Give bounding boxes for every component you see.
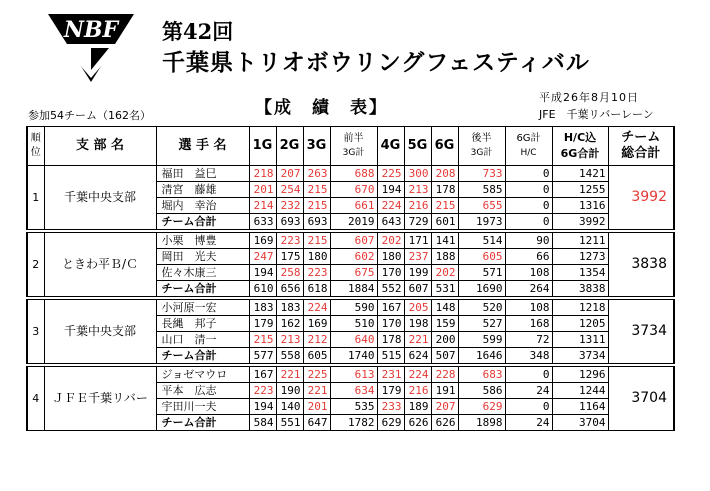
- game-3-score: 693: [303, 214, 330, 230]
- results-table: [26, 126, 675, 431]
- player-row: [27, 367, 674, 383]
- game-5-score: 199: [404, 265, 431, 281]
- hc-total: 3838: [552, 281, 608, 297]
- game-4-score: 167: [377, 300, 404, 316]
- game-4-score: 202: [377, 233, 404, 249]
- first-half-total: 634: [330, 383, 377, 399]
- game-4-score: 179: [377, 383, 404, 399]
- game-6-score: 178: [431, 182, 458, 198]
- hc-total: 1218: [552, 300, 608, 316]
- col-g2: 2G: [276, 127, 303, 166]
- game-3-score: 225: [303, 367, 330, 383]
- second-half-total: 683: [458, 367, 505, 383]
- game-3-score: 169: [303, 316, 330, 332]
- game-3-score: 618: [303, 281, 330, 297]
- game-4-score: 180: [377, 249, 404, 265]
- game-5-score: 205: [404, 300, 431, 316]
- hc-total: 1354: [552, 265, 608, 281]
- second-half-total: 605: [458, 249, 505, 265]
- rank-cell: 4: [27, 367, 44, 431]
- second-half-total: 586: [458, 383, 505, 399]
- second-half-total: 585: [458, 182, 505, 198]
- handicap: 0: [505, 166, 552, 182]
- participants-count: 参加54チーム（162名）: [28, 109, 151, 122]
- first-half-total: 602: [330, 249, 377, 265]
- player-name: 宇田川一夫: [156, 399, 249, 415]
- game-3-score: 180: [303, 249, 330, 265]
- second-half-total: 733: [458, 166, 505, 182]
- game-3-score: 201: [303, 399, 330, 415]
- col-g5: 5G: [404, 127, 431, 166]
- game-4-score: 643: [377, 214, 404, 230]
- hc-total: 3734: [552, 348, 608, 364]
- game-1-score: 169: [249, 233, 276, 249]
- col-player: 選 手 名: [156, 127, 249, 166]
- second-half-total: 629: [458, 399, 505, 415]
- col-rank: 順 位: [27, 127, 44, 166]
- game-5-score: 189: [404, 399, 431, 415]
- branch-cell: ＪＦＥ千葉リバー: [44, 367, 156, 431]
- game-1-score: 610: [249, 281, 276, 297]
- player-name: 清宮 藤雄: [156, 182, 249, 198]
- player-name: 長縄 邦子: [156, 316, 249, 332]
- game-2-score: 232: [276, 198, 303, 214]
- game-5-score: 626: [404, 415, 431, 431]
- game-6-score: 200: [431, 332, 458, 348]
- nbf-logo: [46, 10, 136, 84]
- game-5-score: 216: [404, 383, 431, 399]
- col-handicap: [505, 127, 552, 166]
- game-1-score: 247: [249, 249, 276, 265]
- handicap: 264: [505, 281, 552, 297]
- game-4-score: 178: [377, 332, 404, 348]
- col-first-half: [330, 127, 377, 166]
- handicap: 0: [505, 182, 552, 198]
- game-5-score: 624: [404, 348, 431, 364]
- game-1-score: 194: [249, 265, 276, 281]
- second-half-total: 599: [458, 332, 505, 348]
- col-g4: 4G: [377, 127, 404, 166]
- game-1-score: 577: [249, 348, 276, 364]
- team-grand-total: 3734: [608, 300, 674, 364]
- hc-total: 1421: [552, 166, 608, 182]
- game-4-score: 515: [377, 348, 404, 364]
- game-6-score: 626: [431, 415, 458, 431]
- game-6-score: 191: [431, 383, 458, 399]
- svg-text:NBF: NBF: [63, 17, 119, 43]
- handicap: 24: [505, 383, 552, 399]
- first-half-total: 535: [330, 399, 377, 415]
- col-g3: 3G: [303, 127, 330, 166]
- handicap: 24: [505, 415, 552, 431]
- first-half-total: 1740: [330, 348, 377, 364]
- game-2-score: 213: [276, 332, 303, 348]
- team-grand-total: 3838: [608, 233, 674, 297]
- col-handicap-top: 6G計: [516, 133, 541, 144]
- game-3-score: 215: [303, 233, 330, 249]
- game-5-score: 607: [404, 281, 431, 297]
- game-3-score: 221: [303, 383, 330, 399]
- hc-total: 1311: [552, 332, 608, 348]
- player-name: 山口 清一: [156, 332, 249, 348]
- col-second-half-top: 後半: [471, 133, 492, 144]
- game-3-score: 215: [303, 182, 330, 198]
- game-4-score: 629: [377, 415, 404, 431]
- col-g6: 6G: [431, 127, 458, 166]
- game-3-score: 212: [303, 332, 330, 348]
- game-6-score: 531: [431, 281, 458, 297]
- handicap: 66: [505, 249, 552, 265]
- game-1-score: 183: [249, 300, 276, 316]
- hc-total: 3992: [552, 214, 608, 230]
- game-2-score: 656: [276, 281, 303, 297]
- game-5-score: 213: [404, 182, 431, 198]
- game-6-score: 141: [431, 233, 458, 249]
- col-branch: 支 部 名: [44, 127, 156, 166]
- game-2-score: 190: [276, 383, 303, 399]
- game-4-score: 170: [377, 265, 404, 281]
- branch-cell: 千葉中央支部: [44, 166, 156, 230]
- player-name: 佐々木康三: [156, 265, 249, 281]
- first-half-total: 661: [330, 198, 377, 214]
- second-half-total: 1898: [458, 415, 505, 431]
- game-3-score: 223: [303, 265, 330, 281]
- team-grand-total: 3704: [608, 367, 674, 431]
- branch-cell: 千葉中央支部: [44, 300, 156, 364]
- handicap: 0: [505, 367, 552, 383]
- game-2-score: 175: [276, 249, 303, 265]
- team-total-label: チーム合計: [156, 214, 249, 230]
- first-half-total: 590: [330, 300, 377, 316]
- second-half-total: 571: [458, 265, 505, 281]
- game-4-score: 233: [377, 399, 404, 415]
- game-6-score: 159: [431, 316, 458, 332]
- game-2-score: 183: [276, 300, 303, 316]
- game-6-score: 208: [431, 166, 458, 182]
- game-2-score: 558: [276, 348, 303, 364]
- game-1-score: 218: [249, 166, 276, 182]
- game-4-score: 224: [377, 198, 404, 214]
- game-1-score: 179: [249, 316, 276, 332]
- handicap: 348: [505, 348, 552, 364]
- second-half-total: 527: [458, 316, 505, 332]
- hc-total: 1296: [552, 367, 608, 383]
- col-handicap-sub: H/C: [520, 148, 537, 158]
- game-3-score: 605: [303, 348, 330, 364]
- hc-total: 1164: [552, 399, 608, 415]
- handicap: 0: [505, 399, 552, 415]
- game-5-score: 216: [404, 198, 431, 214]
- game-2-score: 551: [276, 415, 303, 431]
- sheet-title: 【成 績 表】: [255, 98, 388, 118]
- handicap: 72: [505, 332, 552, 348]
- event-title: 千葉県トリオボウリングフェスティバル: [162, 49, 590, 76]
- hc-total: 1273: [552, 249, 608, 265]
- team-grand-total: 3992: [608, 166, 674, 230]
- hc-total: 1205: [552, 316, 608, 332]
- game-2-score: 221: [276, 367, 303, 383]
- game-6-score: 148: [431, 300, 458, 316]
- game-2-score: 254: [276, 182, 303, 198]
- second-half-total: 1690: [458, 281, 505, 297]
- first-half-total: 1884: [330, 281, 377, 297]
- game-2-score: 258: [276, 265, 303, 281]
- game-2-score: 162: [276, 316, 303, 332]
- first-half-total: 670: [330, 182, 377, 198]
- col-team-total: チーム 総合計: [608, 127, 674, 166]
- game-4-score: 170: [377, 316, 404, 332]
- first-half-total: 613: [330, 367, 377, 383]
- second-half-total: 1646: [458, 348, 505, 364]
- game-5-score: 221: [404, 332, 431, 348]
- handicap: 108: [505, 300, 552, 316]
- col-hc-total-top: H/C込: [563, 131, 597, 144]
- venue: JFE 千葉リバーレーン: [539, 108, 654, 121]
- game-1-score: 201: [249, 182, 276, 198]
- player-name: 小栗 博豊: [156, 233, 249, 249]
- game-1-score: 214: [249, 198, 276, 214]
- handicap: 108: [505, 265, 552, 281]
- first-half-total: 640: [330, 332, 377, 348]
- handicap: 168: [505, 316, 552, 332]
- game-5-score: 237: [404, 249, 431, 265]
- game-3-score: 647: [303, 415, 330, 431]
- col-first-half-sub: 3G計: [342, 148, 365, 158]
- game-1-score: 223: [249, 383, 276, 399]
- game-1-score: 633: [249, 214, 276, 230]
- team-total-label: チーム合計: [156, 415, 249, 431]
- player-name: 堀内 幸治: [156, 198, 249, 214]
- player-name: 平本 広志: [156, 383, 249, 399]
- team-total-label: チーム合計: [156, 281, 249, 297]
- player-row: [27, 233, 674, 249]
- handicap: 90: [505, 233, 552, 249]
- second-half-total: 1973: [458, 214, 505, 230]
- first-half-total: 688: [330, 166, 377, 182]
- game-5-score: 729: [404, 214, 431, 230]
- player-row: [27, 300, 674, 316]
- first-half-total: 1782: [330, 415, 377, 431]
- game-4-score: 194: [377, 182, 404, 198]
- col-g1: 1G: [249, 127, 276, 166]
- game-6-score: 228: [431, 367, 458, 383]
- game-5-score: 300: [404, 166, 431, 182]
- hc-total: 1211: [552, 233, 608, 249]
- first-half-total: 2019: [330, 214, 377, 230]
- col-hc-total: [552, 127, 608, 166]
- game-1-score: 584: [249, 415, 276, 431]
- player-name: 小河原一宏: [156, 300, 249, 316]
- col-second-half-sub: 3G計: [470, 148, 493, 158]
- results-body: [27, 166, 674, 431]
- game-2-score: 693: [276, 214, 303, 230]
- game-1-score: 167: [249, 367, 276, 383]
- game-1-score: 215: [249, 332, 276, 348]
- game-3-score: 263: [303, 166, 330, 182]
- game-4-score: 231: [377, 367, 404, 383]
- second-half-total: 655: [458, 198, 505, 214]
- first-half-total: 510: [330, 316, 377, 332]
- game-2-score: 223: [276, 233, 303, 249]
- player-name: 福田 益巳: [156, 166, 249, 182]
- hc-total: 1316: [552, 198, 608, 214]
- handicap: 0: [505, 214, 552, 230]
- team-total-label: チーム合計: [156, 348, 249, 364]
- second-half-total: 520: [458, 300, 505, 316]
- hc-total: 3704: [552, 415, 608, 431]
- game-2-score: 207: [276, 166, 303, 182]
- col-first-half-top: 前半: [343, 133, 364, 144]
- event-edition: 第42回: [162, 19, 234, 44]
- game-6-score: 507: [431, 348, 458, 364]
- rank-cell: 1: [27, 166, 44, 230]
- rank-cell: 3: [27, 300, 44, 364]
- handicap: 0: [505, 198, 552, 214]
- game-4-score: 552: [377, 281, 404, 297]
- hc-total: 1244: [552, 383, 608, 399]
- game-5-score: 198: [404, 316, 431, 332]
- event-date: 平成26年8月10日: [539, 91, 639, 104]
- game-2-score: 140: [276, 399, 303, 415]
- game-4-score: 225: [377, 166, 404, 182]
- game-6-score: 215: [431, 198, 458, 214]
- game-5-score: 171: [404, 233, 431, 249]
- first-half-total: 675: [330, 265, 377, 281]
- hc-total: 1255: [552, 182, 608, 198]
- rank-cell: 2: [27, 233, 44, 297]
- second-half-total: 514: [458, 233, 505, 249]
- branch-cell: ときわ平Ｂ/Ｃ: [44, 233, 156, 297]
- game-3-score: 224: [303, 300, 330, 316]
- game-3-score: 215: [303, 198, 330, 214]
- col-hc-total-sub: 6G合計: [560, 147, 600, 160]
- game-5-score: 224: [404, 367, 431, 383]
- game-6-score: 601: [431, 214, 458, 230]
- game-6-score: 207: [431, 399, 458, 415]
- first-half-total: 607: [330, 233, 377, 249]
- game-6-score: 202: [431, 265, 458, 281]
- player-row: [27, 166, 674, 182]
- player-name: 岡田 光夫: [156, 249, 249, 265]
- player-name: ジョゼマウロ: [156, 367, 249, 383]
- game-1-score: 194: [249, 399, 276, 415]
- game-6-score: 188: [431, 249, 458, 265]
- col-second-half: [458, 127, 505, 166]
